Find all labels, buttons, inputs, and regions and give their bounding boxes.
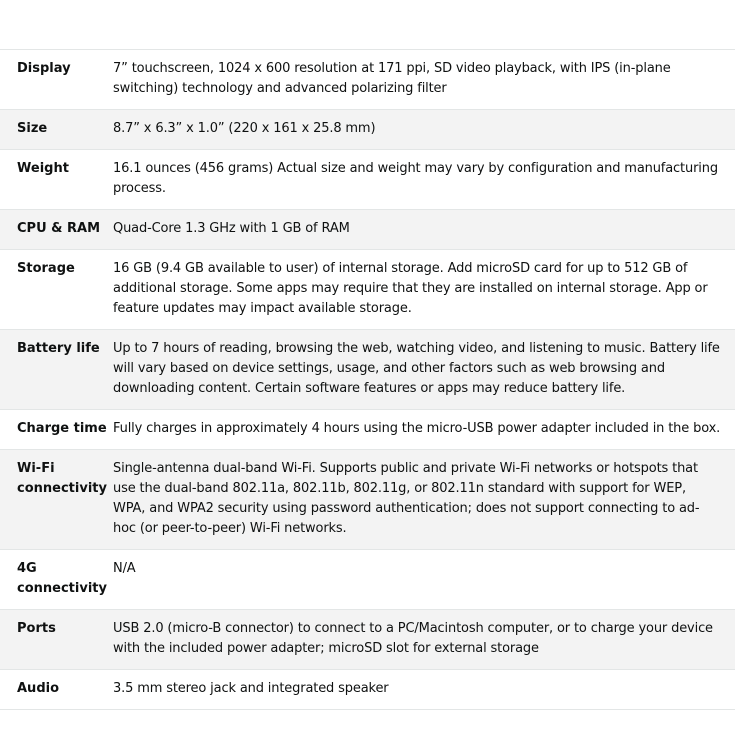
spec-value: Up to 7 hours of reading, browsing the web, watching video, and listening to music. Battery life will vary based on device settings, usage, and other factors such as web browsing and downloading content. Certain software features or apps may reduce battery life.: [113, 341, 720, 396]
spec-label: Wi-Fi connectivity: [17, 461, 107, 496]
spec-label: Size: [17, 121, 48, 136]
spec-label: Charge time: [17, 421, 107, 436]
spec-value: 16 GB (9.4 GB available to user) of internal storage. Add microSD card for up to 512 GB of additional storage. Some apps may require that they are installed on internal storage. App or feature updates may impact available storage.: [113, 261, 708, 316]
spec-row-display: [0, 50, 735, 110]
spec-value: Single-antenna dual-band Wi-Fi. Supports public and private Wi-Fi networks or hotspots that use the dual-band 802.11a, 802.11b, 802.11g, or 802.11n standard with support for WEP, WPA, and WPA2 security using password authentication; does not support connecting to ad-hoc (or peer-to-peer) Wi-Fi networks.: [113, 461, 700, 536]
spec-row-battery-life: [0, 330, 735, 410]
spec-value: USB 2.0 (micro-B connector) to connect to a PC/Macintosh computer, or to charge your device with the included power adapter; microSD slot for external storage: [113, 621, 713, 656]
spec-value: 16.1 ounces (456 grams) Actual size and weight may vary by configuration and manufacturing process.: [113, 161, 718, 196]
spec-value: Fully charges in approximately 4 hours using the micro-USB power adapter included in the box.: [113, 421, 721, 436]
spec-label: CPU & RAM: [17, 221, 101, 236]
spec-row-wifi-connectivity: [0, 450, 735, 550]
spec-row-storage: [0, 250, 735, 330]
spec-label: Display: [17, 61, 71, 76]
spec-value: 3.5 mm stereo jack and integrated speaker: [113, 681, 389, 696]
spec-label: Weight: [17, 161, 69, 176]
spec-value: 8.7” x 6.3” x 1.0” (220 x 161 x 25.8 mm): [113, 121, 376, 136]
spec-row-4g-connectivity: [0, 550, 735, 610]
spec-label: Storage: [17, 261, 75, 276]
spec-value: N/A: [113, 561, 136, 576]
spec-label: Audio: [17, 681, 60, 696]
specifications-table: [0, 49, 735, 710]
spec-value: Quad-Core 1.3 GHz with 1 GB of RAM: [113, 221, 350, 236]
spec-row-size: [0, 110, 735, 150]
spec-label: Battery life: [17, 341, 100, 356]
spec-row-charge-time: [0, 410, 735, 450]
spec-label: Ports: [17, 621, 56, 636]
spec-row-weight: [0, 150, 735, 210]
spec-value: 7” touchscreen, 1024 x 600 resolution at 171 ppi, SD video playback, with IPS (in-plane switching) technology and advanced polarizing filter: [113, 61, 671, 96]
spec-row-cpu-ram: [0, 210, 735, 250]
spec-label: 4G connectivity: [17, 561, 107, 596]
spec-row-audio: [0, 670, 735, 710]
spec-row-ports: [0, 610, 735, 670]
